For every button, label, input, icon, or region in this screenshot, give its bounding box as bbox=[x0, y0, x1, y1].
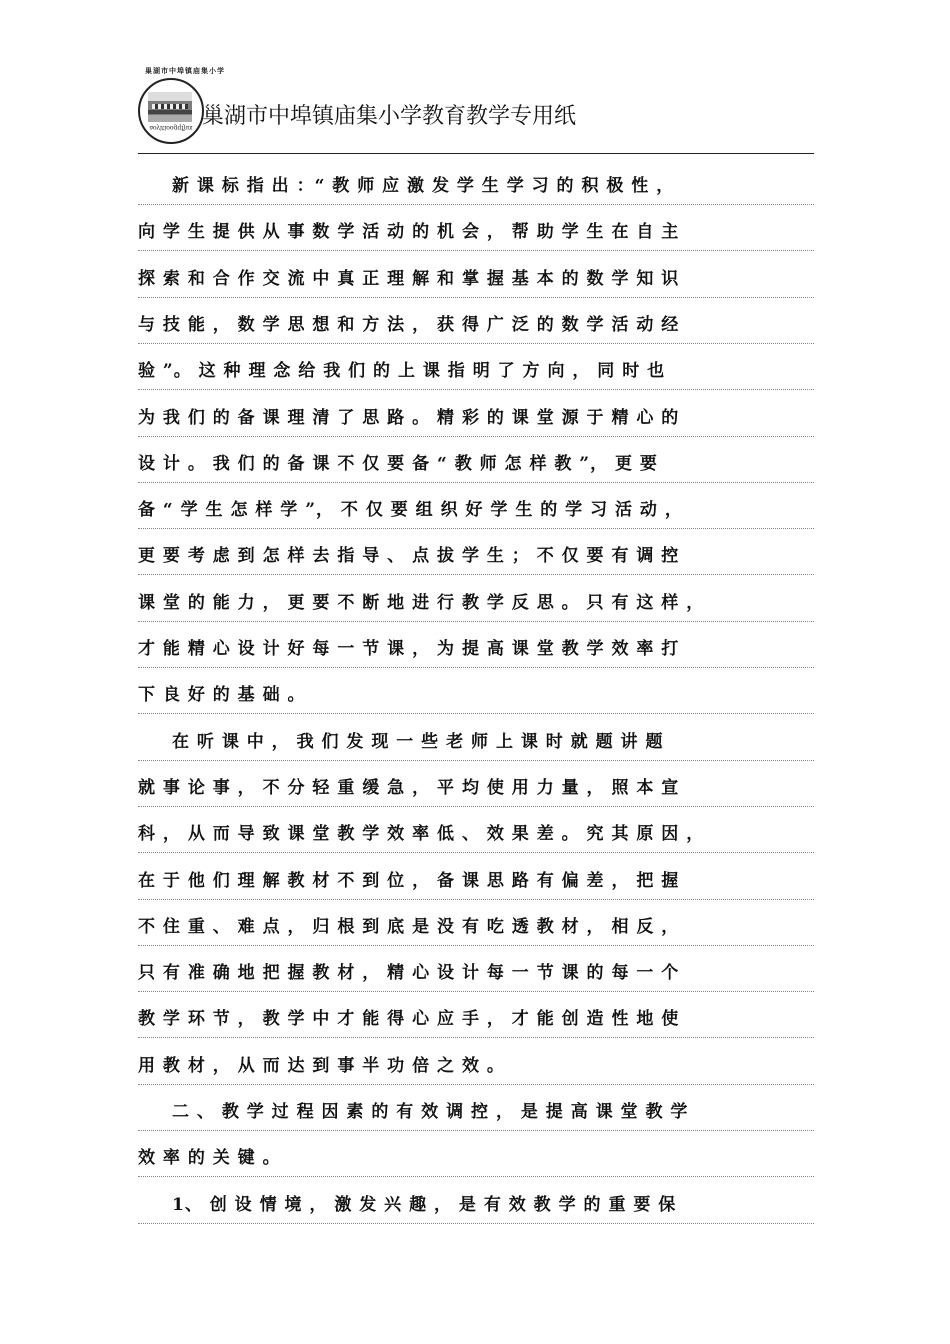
text-line bbox=[138, 858, 814, 904]
text-line-content: 更 要 考 虑 到 怎 样 去 指 导 、 点 拔 学 生 ； 不 仅 要 有 调 控 bbox=[138, 546, 680, 567]
text-line bbox=[138, 904, 814, 950]
school-building-photo bbox=[148, 92, 192, 122]
dotted-ruling bbox=[138, 528, 814, 529]
text-line-content: 就 事 论 事 ， 不 分 轻 重 缓 急 ， 平 均 使 用 力 量 ， 照 本 宣 bbox=[138, 777, 680, 798]
text-line bbox=[138, 163, 814, 209]
school-seal-logo bbox=[138, 78, 204, 144]
text-line-content: 才 能 精 心 设 计 好 每 一 节 课 ， 为 提 高 课 堂 教 学 效 率 打 bbox=[138, 639, 680, 659]
dotted-ruling bbox=[138, 899, 814, 900]
text-line-content: 下 良 好 的 基 础 。 bbox=[138, 685, 306, 706]
text-line-content: 在 听 课 中 ， 我 们 发 现 一 些 老 师 上 课 时 就 题 讲 题 bbox=[172, 731, 664, 752]
text-line bbox=[138, 765, 814, 811]
text-line bbox=[138, 1089, 814, 1135]
text-line bbox=[138, 1043, 814, 1089]
text-line bbox=[138, 626, 814, 672]
dotted-ruling bbox=[138, 297, 814, 298]
dotted-ruling bbox=[138, 574, 814, 575]
text-line bbox=[138, 302, 814, 348]
text-line bbox=[138, 256, 814, 302]
text-line-content: 不 住 重 、 难 点 ， 归 根 到 底 是 没 有 吃 透 教 材 ， 相 反 ， bbox=[138, 916, 680, 937]
seal-top-text: 巢湖市中埠镇庙集小学 bbox=[145, 66, 225, 75]
text-line-content: 用 教 材 ， 从 而 达 到 事 半 功 倍 之 效 。 bbox=[138, 1055, 505, 1076]
page-title: 巢湖市中埠镇庙集小学教育教学专用纸 bbox=[202, 104, 577, 129]
header-divider bbox=[138, 153, 814, 154]
text-line-content: 与 技 能 ， 数 学 思 想 和 方 法 ， 获 得 广 泛 的 数 学 活 动 经 bbox=[138, 314, 680, 335]
dotted-ruling bbox=[138, 852, 814, 853]
text-line bbox=[138, 348, 814, 394]
text-line-content: 新 课 标 指 出 ：“ 教 师 应 激 发 学 生 学 习 的 积 极 性 ， bbox=[172, 176, 675, 196]
dotted-ruling bbox=[138, 991, 814, 992]
dotted-ruling bbox=[138, 1084, 814, 1085]
dotted-ruling bbox=[138, 713, 814, 714]
text-line-content: 备 “ 学 生 怎 样 学 ”， 不 仅 要 组 织 好 学 生 的 学 习 活 动 ， bbox=[138, 500, 683, 521]
text-line-content: 设 计 。 我 们 的 备 课 不 仅 要 备 “ 教 师 怎 样 教 ”， 更 要 bbox=[138, 453, 658, 474]
text-line-content: 1、 创 设 情 境 ， 激 发 兴 趣 ， 是 有 效 教 学 的 重 要 保 bbox=[172, 1194, 677, 1215]
text-line-content: 验 ”。 这 种 理 念 给 我 们 的 上 课 指 明 了 方 向 ， 同 时 也 bbox=[138, 361, 666, 382]
text-line bbox=[138, 1182, 814, 1228]
dotted-ruling bbox=[138, 1130, 814, 1131]
text-line-content: 向 学 生 提 供 从 事 数 学 活 动 的 机 会 ， 帮 助 学 生 在 自 主 bbox=[138, 222, 680, 243]
seal-bottom-text: aoyitioogqfjux bbox=[149, 124, 193, 131]
dotted-ruling bbox=[138, 250, 814, 251]
text-line-content: 教 学 环 节 ， 教 学 中 才 能 得 心 应 手 ， 才 能 创 造 性 地 使 bbox=[138, 1009, 680, 1030]
text-line bbox=[138, 811, 814, 857]
dotted-ruling bbox=[138, 204, 814, 205]
text-line bbox=[138, 209, 814, 255]
text-line-content: 科 ， 从 而 导 致 课 堂 教 学 效 率 低 、 效 果 差 。 究 其 原 因 ， bbox=[138, 824, 705, 845]
dotted-ruling bbox=[138, 436, 814, 437]
dotted-ruling bbox=[138, 667, 814, 668]
text-line-content: 二 、 教 学 过 程 因 素 的 有 效 调 控 ， 是 提 高 课 堂 教 学 bbox=[172, 1102, 689, 1122]
dotted-ruling bbox=[138, 1223, 814, 1224]
dotted-ruling bbox=[138, 945, 814, 946]
dotted-ruling bbox=[138, 389, 814, 390]
text-line bbox=[138, 950, 814, 996]
dotted-ruling bbox=[138, 760, 814, 761]
dotted-ruling bbox=[138, 482, 814, 483]
dotted-ruling bbox=[138, 1176, 814, 1177]
dotted-ruling bbox=[138, 343, 814, 344]
text-line-content: 为 我 们 的 备 课 理 清 了 思 路 。 精 彩 的 课 堂 源 于 精 心 的 bbox=[138, 407, 680, 428]
text-line-content: 只 有 准 确 地 把 握 教 材 ， 精 心 设 计 每 一 节 课 的 每 一 个 bbox=[138, 963, 680, 984]
text-line bbox=[138, 580, 814, 626]
text-line bbox=[138, 533, 814, 579]
text-line bbox=[138, 1135, 814, 1181]
text-line bbox=[138, 441, 814, 487]
text-line bbox=[138, 487, 814, 533]
text-line-content: 在 于 他 们 理 解 教 材 不 到 位 ， 备 课 思 路 有 偏 差 ， 把 握 bbox=[138, 870, 680, 891]
text-line bbox=[138, 996, 814, 1042]
text-line-content: 探 索 和 合 作 交 流 中 真 正 理 解 和 掌 握 基 本 的 数 学 知 识 bbox=[138, 268, 680, 289]
text-line bbox=[138, 672, 814, 718]
dotted-ruling bbox=[138, 1037, 814, 1038]
dotted-ruling bbox=[138, 621, 814, 622]
text-line-content: 课 堂 的 能 力 ， 更 要 不 断 地 进 行 教 学 反 思 。 只 有 这 样 ， bbox=[138, 592, 705, 613]
text-line bbox=[138, 395, 814, 441]
text-line bbox=[138, 719, 814, 765]
dotted-ruling bbox=[138, 806, 814, 807]
text-line-content: 效 率 的 关 键 。 bbox=[138, 1148, 281, 1169]
